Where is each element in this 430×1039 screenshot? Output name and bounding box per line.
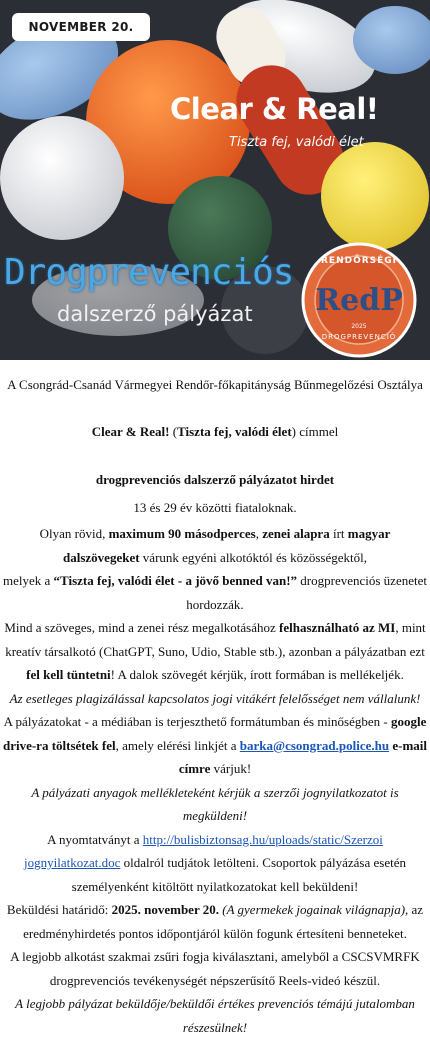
paragraph-plagiarism: Az esetleges plagizálással kapcsolatos jogi vitákért felelősséget nem vállalunk!: [9, 690, 421, 706]
email-link[interactable]: barka@csongrad.police.hu: [239, 737, 390, 753]
call-line: drogprevenciós dalszerző pályázatot hirdet: [95, 472, 335, 487]
age-line: 13 és 29 év közötti fiataloknak.: [133, 499, 297, 515]
logo-top-text: RENDŐRSÉGI: [320, 256, 398, 266]
intro-line: A Csongrád-Csanád Vármegyei Rendőr-főkapitányság Bűnmegelőzési Osztálya: [7, 377, 423, 392]
paragraph-upload: A pályázatokat - a médiában is terjeszthető formátumban és minőségben - google drive-ra töltsétek fel, amely elérési linkjét a barka@csongrad.police.hu e-mail címre várjuk!: [2, 714, 428, 776]
logo-bottom-text: DROGPREVENCIÓ: [321, 333, 397, 341]
paragraph-jury: A legjobb alkotást szakmai zsűri fogja kiválasztani, amelyből a CSCSVMRFK drogprevenciós tevékenységét népszerűsítő Reels-videó készül.: [10, 949, 420, 988]
paragraph-copyright: A pályázati anyagok mellékleteként kérjük a szerzői jognyilatkozatot is megküldeni!: [31, 784, 399, 823]
paragraph-requirements: Olyan rövid, maximum 90 másodperces, zenei alapra írt magyar dalszövegeket várunk egyéni alkotóktól és közösségektől, melyek a “Tiszta fej, valódi élet - a jövő benned van!” drogprevenciós üzenetet hordozzák.: [3, 526, 427, 612]
paragraph-deadline: Beküldési határidő: 2025. november 20. (A gyermekek jogainak világnapja), az eredményhirdetés pontos időpontjáról külön fogunk értesíteni benneteket.: [6, 902, 424, 941]
hero-subtitle: Tiszta fej, valódi élet: [229, 135, 364, 150]
hero-small-title: dalszerző pályázat: [57, 302, 253, 326]
announcement-body: [0, 373, 430, 1039]
hero-big-title: Drogprevenciós: [4, 252, 294, 293]
paragraph-prize: A legjobb pályázat beküldője/beküldői értékes prevenciós témájú jutalomban részesülnek!: [15, 996, 415, 1035]
form-download-link[interactable]: http://bulisbiztonsag.hu/uploads/static/Szerzoi jognyilatkozat.doc: [24, 831, 383, 870]
hero-title: Clear & Real!: [170, 92, 379, 126]
date-badge: NOVEMBER 20.: [12, 13, 150, 41]
hero-banner: [0, 0, 430, 360]
logo-emblem: RedP: [315, 283, 403, 318]
logo-year: 2025: [351, 323, 367, 330]
paragraph-form: A nyomtatványt a http://bulisbiztonsag.hu/uploads/static/Szerzoi jognyilatkozat.doc oldalról tudjátok letölteni. Csoportok pályázása esetén személyenként kitöltött nyilatkozatokat kell beküldeni!: [24, 831, 406, 894]
paragraph-ai: Mind a szöveges, mind a zenei rész megalkotásához felhasználható az MI, mint kreatív társalkotó (ChatGPT, Suno, Udio, Stable stb.), azonban a pályázatban ezt fel kell tüntetni! A dalok szövegét kérjük, írott formában is mellékeljék.: [4, 620, 426, 682]
title-line: Clear & Real! (Tiszta fej, valódi élet) címmel: [91, 423, 339, 439]
